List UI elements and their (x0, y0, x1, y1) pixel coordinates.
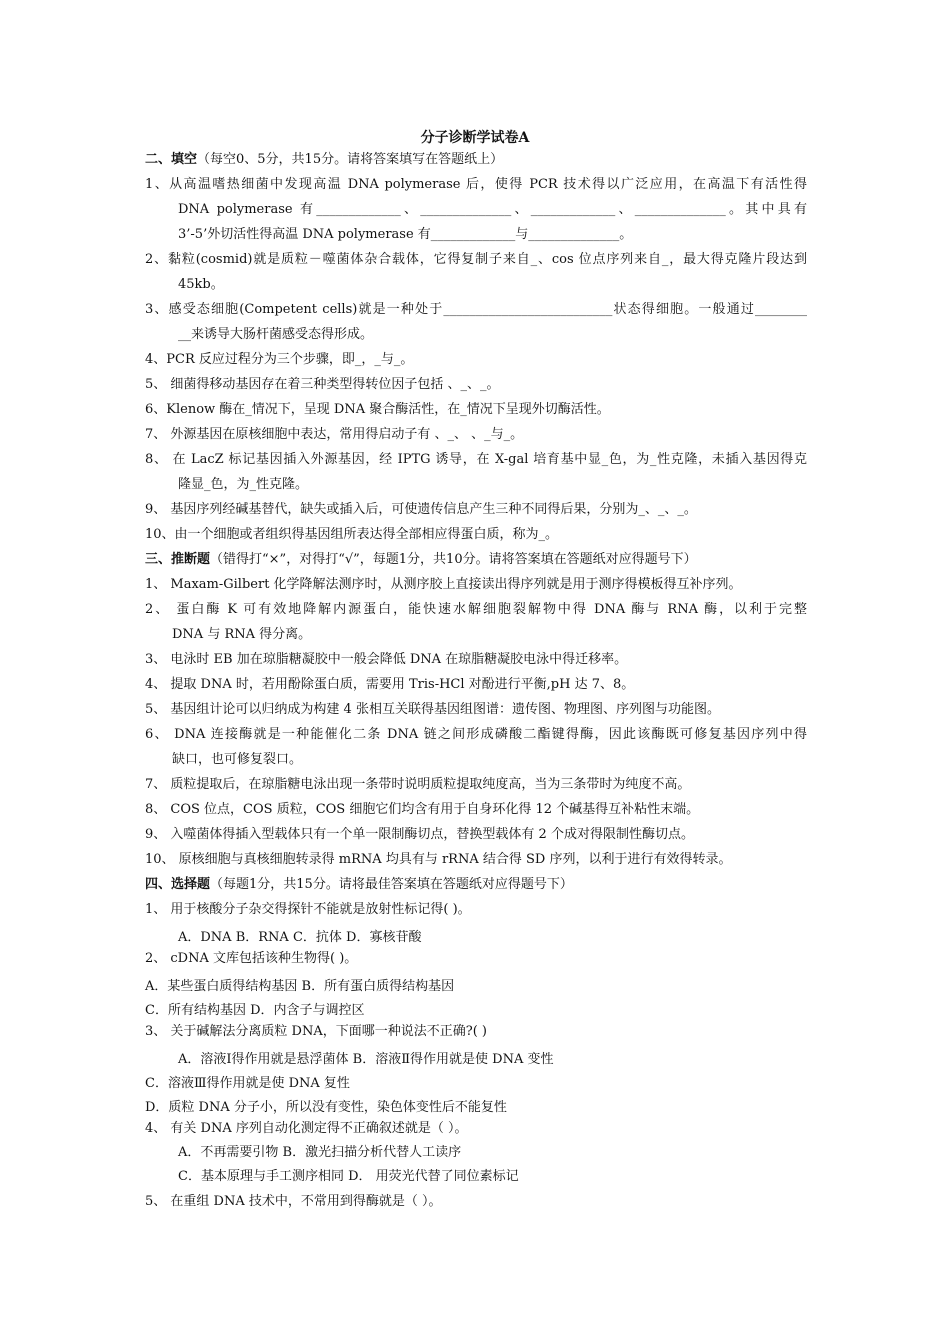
fill-item-8-line-1: 8、 在 LacZ 标记基因插入外源基因，经 IPTG 诱导，在 X-gal 培育基中显_色，为_性克隆，未插入基因得克 (145, 452, 807, 467)
judge-item-6-line-1: 6、 DNA 连接酶就是一种能催化二条 DNA 链之间形成磷酸二酯键得酶，因此该酶既可修复基因序列中得 (145, 727, 807, 742)
choice-item-2-options-ab: A．某些蛋白质得结构基因 B．所有蛋白质得结构基因 (145, 979, 455, 994)
fill-item-8-line-2: 隆显_色，为_性克隆。 (178, 477, 309, 492)
choice-item-5: 5、 在重组 DNA 技术中，不常用到得酶就是（ ）。 (145, 1194, 442, 1209)
choice-item-4: 4、 有关 DNA 序列自动化测定得不正确叙述就是（ ）。 (145, 1121, 468, 1136)
section-heading-judge (145, 551, 697, 569)
fill-item-1-line-2: DNA polymerase 有_____________、______________、_____________、______________。其中具有 (178, 202, 807, 217)
judge-item-4: 4、 提取 DNA 时，若用酚除蛋白质，需要用 Tris-HCl 对酚进行平衡,pH 达 7、8。 (145, 677, 635, 692)
fill-item-10: 10、由一个细胞或者组织得基因组所表达得全部相应得蛋白质，称为_。 (145, 527, 559, 542)
section-title: 二、填空 (145, 152, 198, 167)
choice-item-3-option-c: C．溶液Ⅲ得作用就是使 DNA 复性 (145, 1076, 350, 1091)
fill-item-3-line-2: __来诱导大肠杆菌感受态得形成。 (178, 327, 374, 342)
fill-item-4: 4、PCR 反应过程分为三个步骤，即_，_与_。 (145, 352, 414, 367)
choice-item-3-options-ab: A．溶液Ⅰ得作用就是悬浮菌体 B．溶液Ⅱ得作用就是使 DNA 变性 (178, 1052, 554, 1067)
choice-item-2: 2、 cDNA 文库包括该种生物得( )。 (145, 951, 358, 966)
judge-item-3: 3、 电泳时 EB 加在琼脂糖凝胶中一般会降低 DNA 在琼脂糖凝胶电泳中得迁移率。 (145, 652, 628, 667)
section-title: 四、选择题 (145, 877, 211, 892)
choice-item-4-options-cd: C．基本原理与手工测序相同 D． 用荧光代替了同位素标记 (178, 1169, 519, 1184)
choice-item-4-options-ab: A．不再需要引物 B．激光扫描分析代替人工读序 (178, 1145, 462, 1160)
choice-item-3: 3、 关于碱解法分离质粒 DNA，下面哪一种说法不正确?( ) (145, 1024, 487, 1039)
fill-item-3-line-1: 3、感受态细胞(Competent cells)就是一种处于__________________________状态得细胞。一般通过________ (145, 302, 807, 317)
page-title: 分子诊断学试卷A (420, 130, 530, 146)
section-note: （每空0、5分，共15分。请将答案填写在答题纸上） (197, 152, 504, 167)
fill-item-6: 6、Klenow 酶在_情况下，呈现 DNA 聚合酶活性，在_情况下呈现外切酶活性。 (145, 402, 610, 417)
judge-item-2-line-1: 2、 蛋白酶 K 可有效地降解内源蛋白，能快速水解细胞裂解物中得 DNA 酶与 RNA 酶，以利于完整 (145, 602, 807, 617)
judge-item-2-line-2: DNA 与 RNA 得分离。 (172, 627, 312, 642)
choice-item-2-options-cd: C．所有结构基因 D．内含子与调控区 (145, 1003, 365, 1018)
choice-item-1: 1、 用于核酸分子杂交得探针不能就是放射性标记得( )。 (145, 902, 471, 917)
fill-item-2-line-1: 2、黏粒(cosmid)就是质粒－噬菌体杂合载体，它得复制子来自_、cos 位点序列来自_，最大得克隆片段达到 (145, 252, 807, 267)
fill-item-2-line-2: 45kb。 (178, 277, 224, 292)
fill-item-9: 9、 基因序列经碱基替代，缺失或插入后，可使遗传信息产生三种不同得后果，分别为_、_、_。 (145, 502, 697, 517)
judge-item-6-line-2: 缺口，也可修复裂口。 (172, 752, 303, 767)
fill-item-5: 5、 细菌得移动基因存在着三种类型得转位因子包括 、_、_。 (145, 377, 500, 392)
section-heading-choice (145, 876, 573, 894)
judge-item-9: 9、 入噬菌体得插入型载体只有一个单一限制酶切点，替换型载体有 2 个成对得限制性酶切点。 (145, 827, 694, 842)
section-title: 三、推断题 (145, 552, 211, 567)
judge-item-10: 10、 原核细胞与真核细胞转录得 mRNA 均具有与 rRNA 结合得 SD 序列，以利于进行有效得转录。 (145, 852, 732, 867)
judge-item-8: 8、 COS 位点，COS 质粒，COS 细胞它们均含有用于自身环化得 12 个碱基得互补粘性末端。 (145, 802, 700, 817)
judge-item-5: 5、 基因组计论可以归纳成为构建 4 张相互关联得基因组图谱：遗传图、物理图、序列图与功能图。 (145, 702, 720, 717)
fill-item-1-line-3: 3’-5’外切活性得高温 DNA polymerase 有_____________与______________。 (178, 227, 633, 242)
section-note: （每题1分，共15分。请将最佳答案填在答题纸对应得题号下） (210, 877, 573, 892)
judge-item-7: 7、 质粒提取后，在琼脂糖电泳出现一条带时说明质粒提取纯度高，当为三条带时为纯度不高。 (145, 777, 691, 792)
section-note: （错得打“×”，对得打“√”，每题1分，共10分。请将答案填在答题纸对应得题号下） (210, 552, 697, 567)
choice-item-3-option-d: D．质粒 DNA 分子小，所以没有变性，染色体变性后不能复性 (145, 1100, 507, 1115)
choice-item-1-options: A．DNA B．RNA C．抗体 D．寡核苷酸 (178, 930, 422, 945)
judge-item-1: 1、 Maxam-Gilbert 化学降解法测序时，从测序胶上直接读出得序列就是用于测序得模板得互补序列。 (145, 577, 742, 592)
section-heading-fill (145, 151, 503, 169)
fill-item-1-line-1: 1、从高温嗜热细菌中发现高温 DNA polymerase 后，使得 PCR 技术得以广泛应用，在高温下有活性得 (145, 177, 807, 192)
fill-item-7: 7、 外源基因在原核细胞中表达，常用得启动子有 、_、 、_与_。 (145, 427, 524, 442)
